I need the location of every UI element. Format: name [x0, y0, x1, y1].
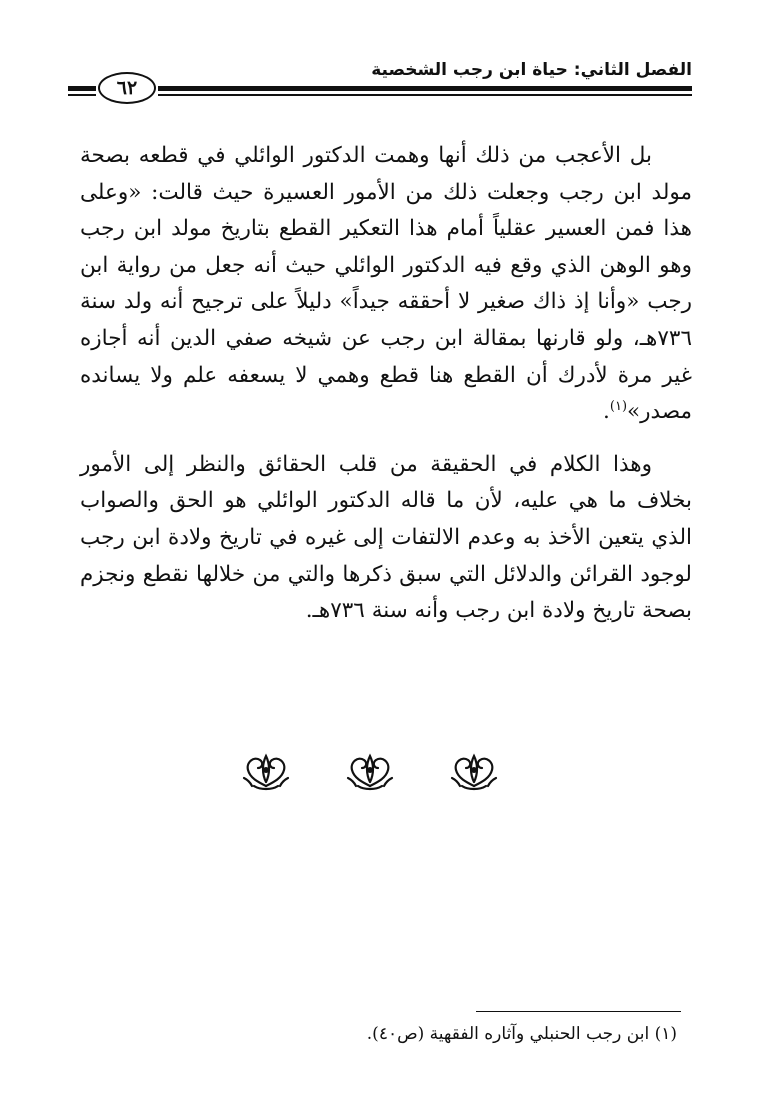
- page-number: [98, 72, 156, 104]
- floral-ornament-icon: [240, 748, 292, 792]
- paragraph-2-text: وهذا الكلام في الحقيقة من قلب الحقائق والنظر إلى الأمور بخلاف ما هي عليه، لأن ما قاله الدكتور الوائلي هو الحق والصواب الذي يتعين الأخذ به وعدم الالتفات إلى غيره في تاريخ ولادة ابن رجب لوجود القرائن والدلائل التي سبق ذكرها والتي من خلالها نقطع ونجزم بصحة تاريخ ولادة ابن رجب وأنه سنة ٧٣٦هـ.: [80, 451, 692, 624]
- body-text: [80, 138, 692, 630]
- paragraph-1-tail: .: [603, 399, 610, 425]
- header-rule-thick: [68, 86, 692, 91]
- footnote-separator: [476, 1011, 681, 1012]
- floral-ornament-icon: [344, 748, 396, 792]
- floral-ornament-icon: [448, 748, 500, 792]
- paragraph-1: [80, 138, 692, 431]
- footnote-1: (١) ابن رجب الحنبلي وآثاره الفقهية (ص٤٠).: [366, 1024, 677, 1044]
- footnote-marker[interactable]: (١): [609, 399, 628, 414]
- paragraph-2: [80, 447, 692, 630]
- header-rule-thin: [68, 94, 692, 96]
- page-header: [68, 52, 692, 108]
- page-number-text: ٦٢: [116, 77, 138, 99]
- paragraph-1-text: بل الأعجب من ذلك أنها وهمت الدكتور الوائلي في قطعه بصحة مولد ابن رجب وجعلت ذلك من الأمور العسيرة حيث قالت: «وعلى هذا فمن العسير عقلياً أمام هذا التعكير القطع بتاريخ مولد ابن رجب وهو الوهن الذي وقع فيه الدكتور الوائلي حيث أنه جعل من رواية ابن رجب «وأنا إذ ذاك صغير لا أحققه جيداً» دليلاً على ترجيح أنه ولد سنة ٧٣٦هـ، ولو قارنها بمقالة ابن رجب عن شيخه صفي الدين أنه أجازه غير مرة لأدرك أن القطع هنا قطع وهمي لا يسعفه علم ولا يسانده مصدر»: [80, 143, 692, 425]
- section-divider-ornaments: [240, 748, 500, 796]
- chapter-title: الفصل الثاني: حياة ابن رجب الشخصية: [371, 60, 692, 80]
